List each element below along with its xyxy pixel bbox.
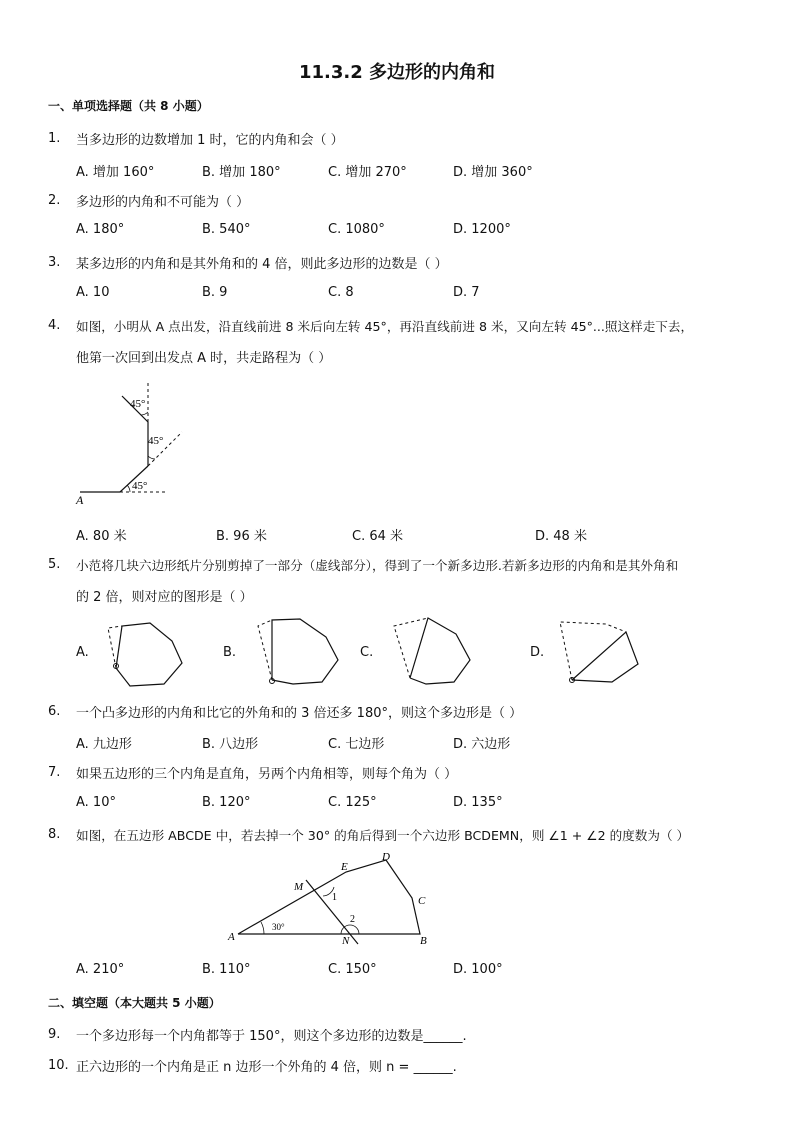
question-text: 一个多边形每一个内角都等于 150°，则这个多边形的边数是______.	[76, 1029, 467, 1044]
page-title: 11.3.2 多边形的内角和	[298, 62, 496, 83]
question-number: 6.	[48, 704, 61, 719]
section-heading-choice: 一、单项选择题（共 8 小题）	[48, 99, 209, 113]
option-a[interactable]: A.	[76, 645, 89, 660]
question-number: 10.	[48, 1058, 69, 1073]
angle-1-label: 1	[332, 892, 337, 903]
question-text: 当多边形的边数增加 1 时，它的内角和会（ ）	[76, 133, 344, 148]
option-d[interactable]: D. 135°	[453, 795, 503, 810]
figure-option-c-hexagon[interactable]	[384, 610, 494, 692]
question-text: 一个凸多边形的内角和比它的外角和的 3 倍还多 180°，则这个多边形是（ ）	[76, 706, 523, 721]
option-b[interactable]: B. 增加 180°	[202, 165, 281, 180]
angle-label: 45°	[130, 398, 146, 410]
option-b[interactable]: B. 9	[202, 285, 228, 300]
option-c[interactable]: C. 1080°	[328, 222, 385, 237]
option-c[interactable]: C. 增加 270°	[328, 165, 407, 180]
question-text-cont: 的 2 倍，则对应的图形是（ ）	[76, 590, 253, 605]
figure-q8-pentagon	[224, 850, 444, 950]
option-b[interactable]: B. 96 米	[216, 529, 267, 544]
question-text-cont: 他第一次回到出发点 A 时，共走路程为（ ）	[76, 351, 332, 366]
option-b[interactable]: B. 八边形	[202, 737, 259, 752]
option-a[interactable]: A. 增加 160°	[76, 165, 155, 180]
point-a-label: A	[76, 493, 84, 507]
question-number: 7.	[48, 765, 61, 780]
option-d[interactable]: D. 100°	[453, 962, 503, 977]
option-a[interactable]: A. 80 米	[76, 529, 127, 544]
question-text: 某多边形的内角和是其外角和的 4 倍，则此多边形的边数是（ ）	[76, 257, 448, 272]
vertex-e-label: E	[341, 861, 348, 873]
option-c[interactable]: C. 8	[328, 285, 354, 300]
option-d[interactable]: D. 7	[453, 285, 480, 300]
figure-option-b-hexagon[interactable]	[248, 612, 348, 692]
option-c[interactable]: C. 125°	[328, 795, 377, 810]
option-c[interactable]: C. 64 米	[352, 529, 404, 544]
vertex-a-label: A	[228, 931, 235, 943]
option-d[interactable]: D. 48 米	[535, 529, 587, 544]
option-a[interactable]: A. 180°	[76, 222, 125, 237]
question-text: 多边形的内角和不可能为（ ）	[76, 195, 250, 210]
question-number: 2.	[48, 193, 61, 208]
angle-label: 45°	[132, 480, 148, 492]
figure-q4-path	[70, 376, 190, 508]
question-number: 1.	[48, 131, 61, 146]
question-text: 正六边形的一个内角是正 n 边形一个外角的 4 倍，则 n = ______.	[76, 1060, 457, 1075]
point-m-label: M	[294, 881, 304, 893]
angle-2-label: 2	[350, 914, 355, 925]
option-a[interactable]: A. 10°	[76, 795, 116, 810]
question-number: 4.	[48, 318, 61, 333]
angle-label: 45°	[148, 435, 164, 447]
question-number: 3.	[48, 255, 61, 270]
angle-30-label: 30°	[272, 922, 285, 932]
option-b[interactable]: B. 120°	[202, 795, 251, 810]
option-c[interactable]: C. 150°	[328, 962, 377, 977]
option-b[interactable]: B.	[223, 645, 237, 660]
option-c[interactable]: C.	[360, 645, 374, 660]
option-a[interactable]: A. 210°	[76, 962, 125, 977]
option-b[interactable]: B. 110°	[202, 962, 251, 977]
vertex-c-label: C	[418, 895, 426, 907]
option-d[interactable]: D. 六边形	[453, 737, 511, 752]
vertex-b-label: B	[420, 935, 427, 947]
question-number: 8.	[48, 827, 61, 842]
figure-option-a-hexagon[interactable]	[100, 616, 190, 692]
point-n-label: N	[342, 935, 350, 947]
option-c[interactable]: C. 七边形	[328, 737, 385, 752]
option-d[interactable]: D. 1200°	[453, 222, 511, 237]
question-text: 如图，小明从 A 点出发，沿直线前进 8 米后向左转 45°，再沿直线前进 8 米，又向左转 45°...照这样走下去，	[76, 319, 694, 334]
question-text: 如图，在五边形 ABCDE 中，若去掉一个 30° 的角后得到一个六边形 BCDEMN，则 ∠1 + ∠2 的度数为（ ）	[76, 828, 690, 843]
figure-option-d-hexagon[interactable]	[556, 614, 646, 692]
vertex-d-label: D	[382, 851, 390, 863]
question-number: 9.	[48, 1027, 61, 1042]
option-a[interactable]: A. 九边形	[76, 737, 132, 752]
section-heading-fill-blank: 二、填空题（本大题共 5 小题）	[48, 996, 221, 1010]
question-text: 如果五边形的三个内角是直角，另两个内角相等，则每个角为（ ）	[76, 767, 458, 782]
question-text: 小范将几块六边形纸片分别剪掉了一部分（虚线部分），得到了一个新多边形.若新多边形的内角和是其外角和	[76, 558, 679, 573]
question-number: 5.	[48, 557, 61, 572]
option-d[interactable]: D.	[530, 645, 545, 660]
option-d[interactable]: D. 增加 360°	[453, 165, 533, 180]
option-a[interactable]: A. 10	[76, 285, 110, 300]
option-b[interactable]: B. 540°	[202, 222, 251, 237]
